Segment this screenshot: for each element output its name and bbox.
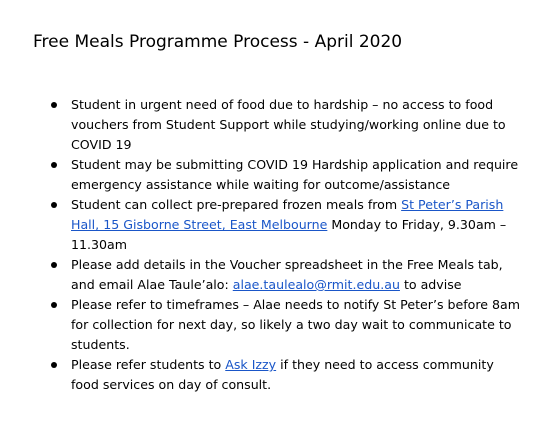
bullet-icon [51, 162, 57, 168]
ask-izzy-link[interactable]: Ask Izzy [225, 357, 277, 372]
bullet-list [50, 95, 525, 395]
email-link[interactable]: alae.taulealo@rmit.edu.au [232, 277, 400, 292]
item-text: Please refer to timeframes – Alae needs to notify St Peter’s before 8am for collection for next day, so likely a two day wait to communicate to students. [71, 297, 521, 352]
item-text: Student may be submitting COVID 19 Hardship application and require emergency assistance while waiting for outcome/assistance [71, 157, 519, 192]
item-text: Please add details in the Voucher spreadsheet in the Free Meals tab, and email Alae Taule’alo: [71, 257, 503, 292]
bullet-icon [51, 202, 57, 208]
bullet-icon [51, 302, 57, 308]
item-text: Student can collect pre-prepared frozen meals from [71, 197, 402, 212]
bullet-icon [51, 362, 57, 368]
item-text: Monday to Friday, 9.30am – 11.30am [71, 217, 507, 252]
parish-hall-address-link[interactable]: St Peter’s Parish Hall, 15 Gisborne Street, East Melbourne [71, 197, 504, 232]
list-item [50, 295, 525, 355]
item-text: Please refer students to [71, 357, 226, 372]
bullet-icon [51, 262, 57, 268]
bullet-icon [51, 102, 57, 108]
document-title: Free Meals Programme Process - April 2020 [33, 32, 403, 52]
item-text: to advise [399, 277, 462, 292]
item-text: if they need to access community food services on day of consult. [71, 357, 494, 392]
list-item [50, 95, 525, 155]
list-item [50, 255, 525, 295]
list-item [50, 355, 525, 395]
item-text: Student in urgent need of food due to hardship – no access to food vouchers from Student Support while studying/working online due to COVID 19 [71, 97, 506, 152]
list-item [50, 195, 525, 255]
list-item [50, 155, 525, 195]
